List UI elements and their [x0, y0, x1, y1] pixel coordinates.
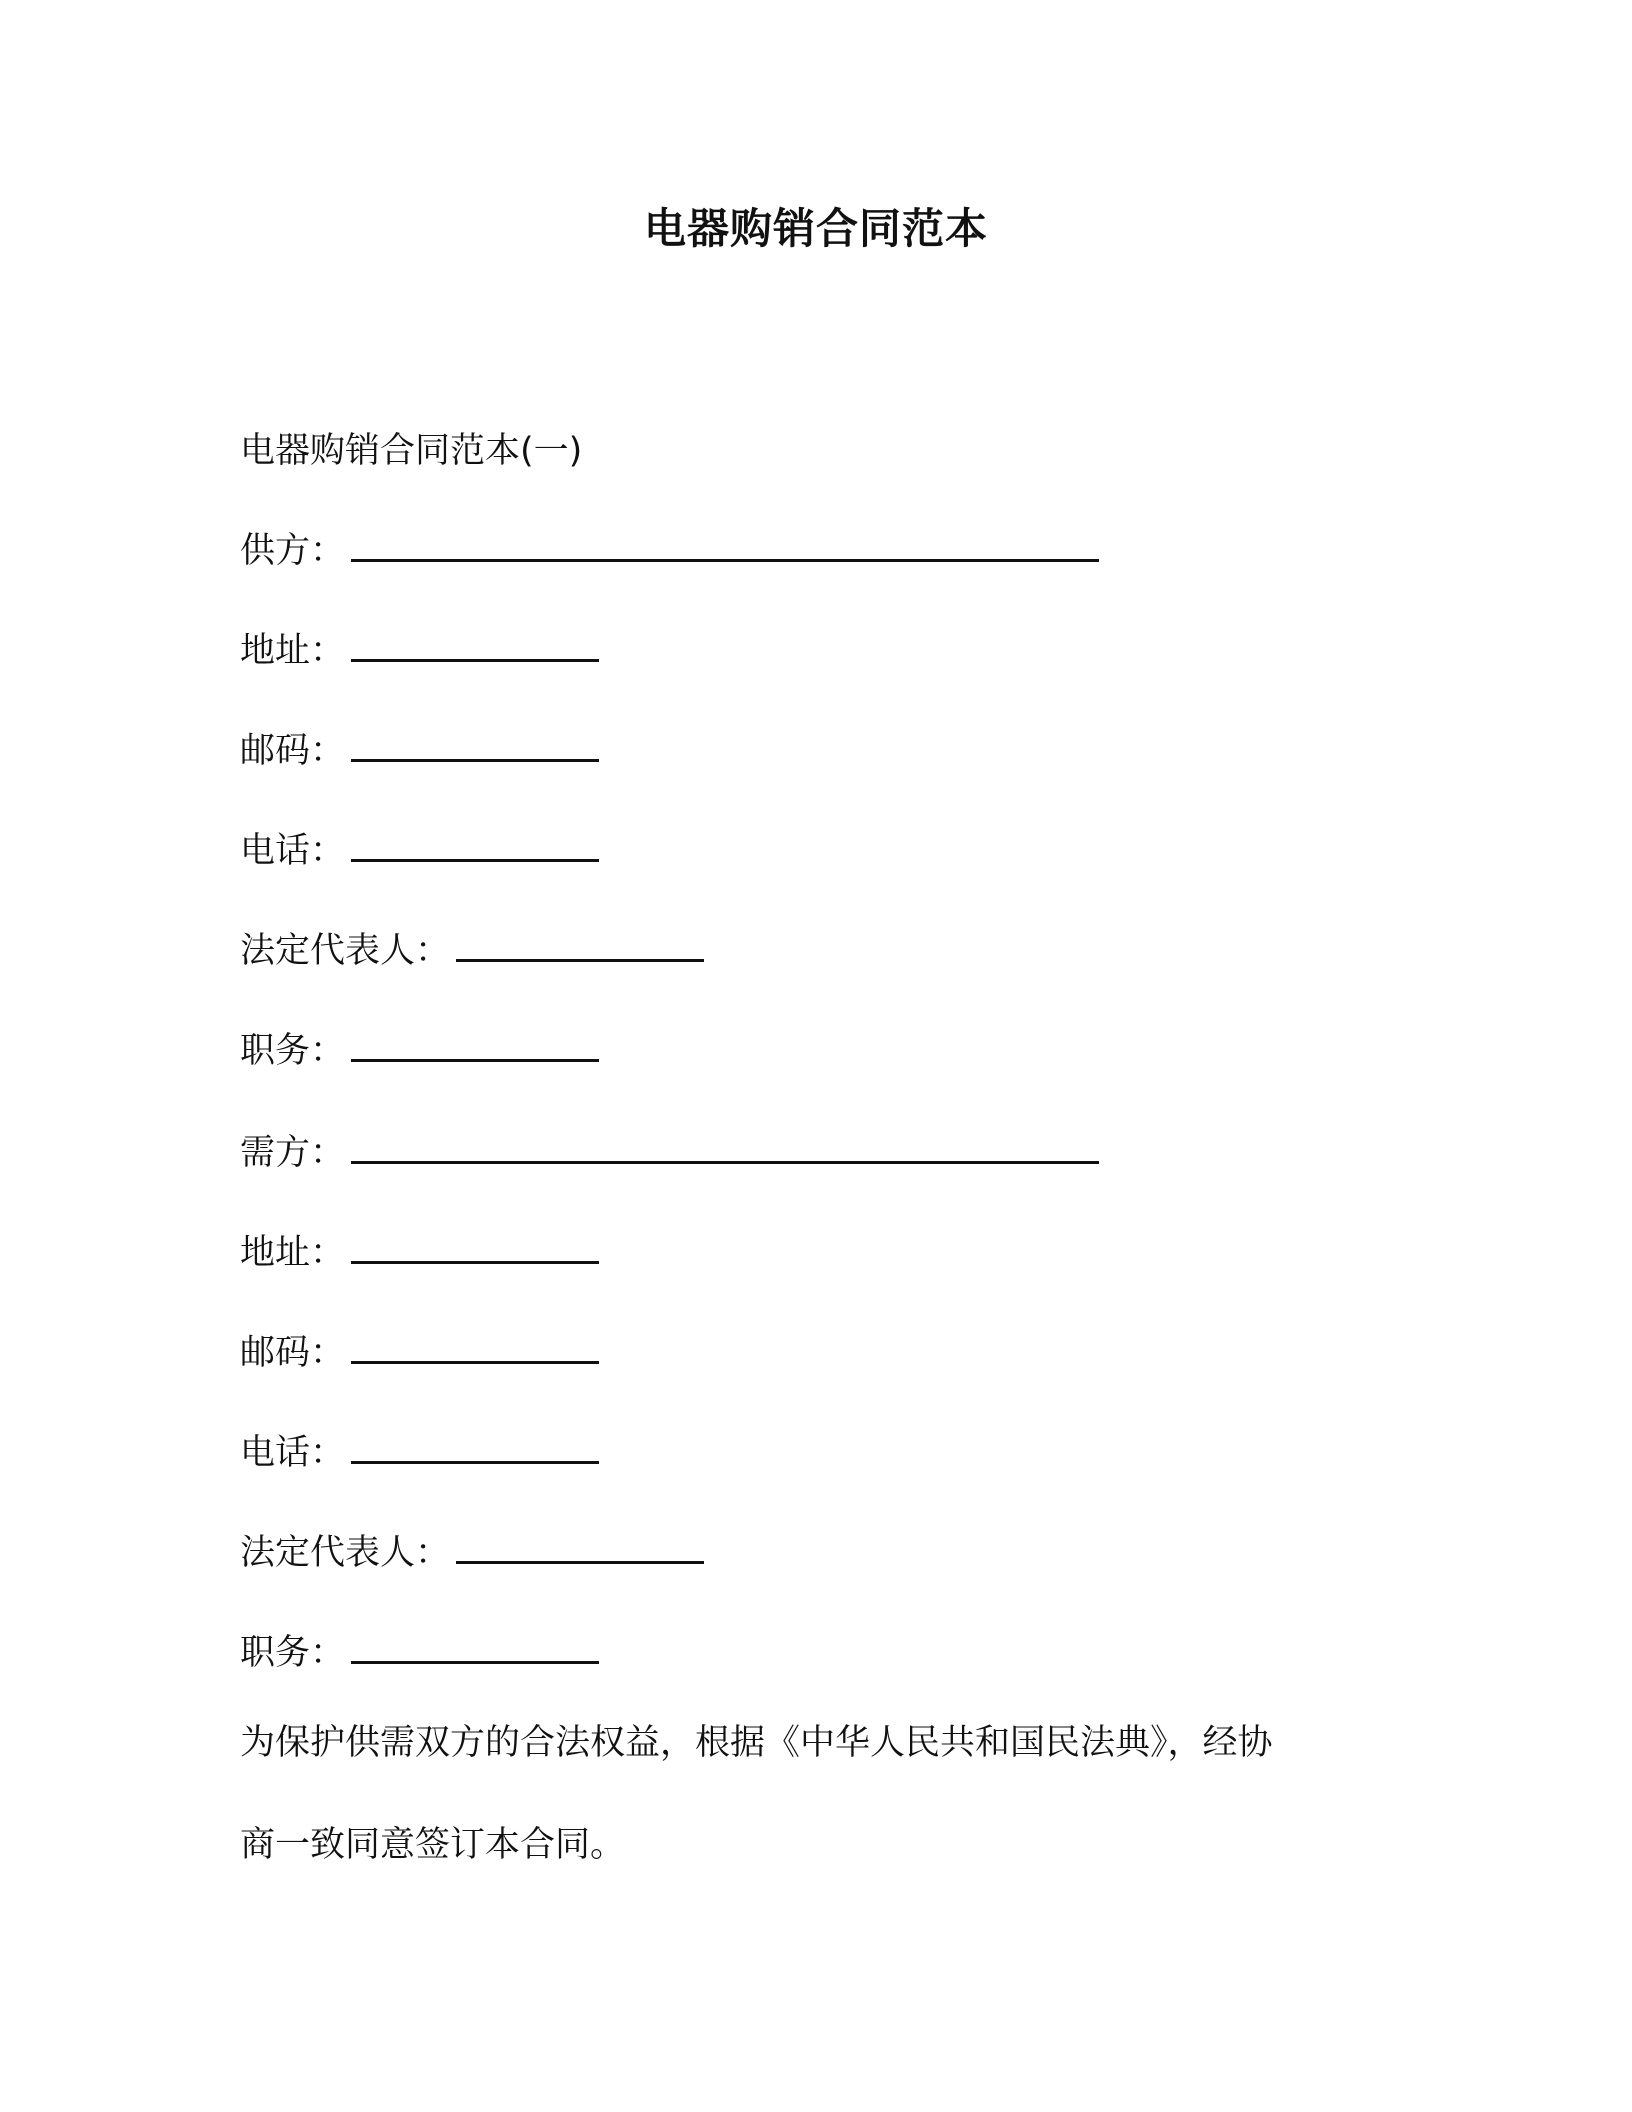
supplier-phone-label: 电话： — [240, 831, 346, 871]
supplier-postcode-label: 邮码： — [240, 731, 346, 771]
buyer-address-blank[interactable] — [351, 1231, 599, 1264]
buyer-legal-rep-label: 法定代表人： — [240, 1533, 451, 1573]
contract-subtitle-text: 电器购销合同范本(一) — [240, 431, 583, 471]
buyer-postcode-row — [240, 1330, 599, 1376]
buyer-position-blank[interactable] — [351, 1631, 599, 1664]
intro-paragraph-line-2: 商一致同意签订本合同。 — [240, 1825, 626, 1865]
intro-paragraph-line-1: 为保护供需双方的合法权益，根据《中华人民共和国民法典》，经协 — [240, 1723, 1273, 1763]
supplier-party-blank[interactable] — [351, 529, 1099, 562]
buyer-party-blank[interactable] — [351, 1131, 1099, 1164]
buyer-address-label: 地址： — [240, 1233, 346, 1273]
buyer-postcode-blank[interactable] — [351, 1331, 599, 1364]
buyer-address-row — [240, 1230, 599, 1276]
buyer-phone-label: 电话： — [240, 1433, 346, 1473]
buyer-position-row — [240, 1630, 599, 1676]
supplier-position-row — [240, 1028, 599, 1074]
supplier-position-label: 职务： — [240, 1031, 346, 1071]
supplier-legal-rep-blank[interactable] — [456, 929, 704, 962]
supplier-phone-row — [240, 828, 599, 874]
buyer-party-label: 需方： — [240, 1133, 346, 1173]
buyer-postcode-label: 邮码： — [240, 1333, 346, 1373]
supplier-address-blank[interactable] — [351, 629, 599, 662]
supplier-address-label: 地址： — [240, 631, 346, 671]
buyer-position-label: 职务： — [240, 1633, 346, 1673]
supplier-legal-rep-row — [240, 928, 704, 974]
contract-subtitle — [240, 428, 582, 474]
supplier-postcode-blank[interactable] — [351, 729, 599, 762]
buyer-party-row — [240, 1130, 1099, 1176]
supplier-postcode-row — [240, 728, 599, 774]
supplier-party-row — [240, 528, 1099, 574]
supplier-party-label: 供方： — [240, 531, 346, 571]
buyer-phone-blank[interactable] — [351, 1431, 599, 1464]
supplier-position-blank[interactable] — [351, 1029, 599, 1062]
buyer-phone-row — [240, 1430, 599, 1476]
supplier-address-row — [240, 628, 599, 674]
supplier-legal-rep-label: 法定代表人： — [240, 931, 451, 971]
document-title: 电器购销合同范本 — [643, 204, 988, 253]
supplier-phone-blank[interactable] — [351, 829, 599, 862]
buyer-legal-rep-row — [240, 1530, 704, 1576]
buyer-legal-rep-blank[interactable] — [456, 1531, 704, 1564]
